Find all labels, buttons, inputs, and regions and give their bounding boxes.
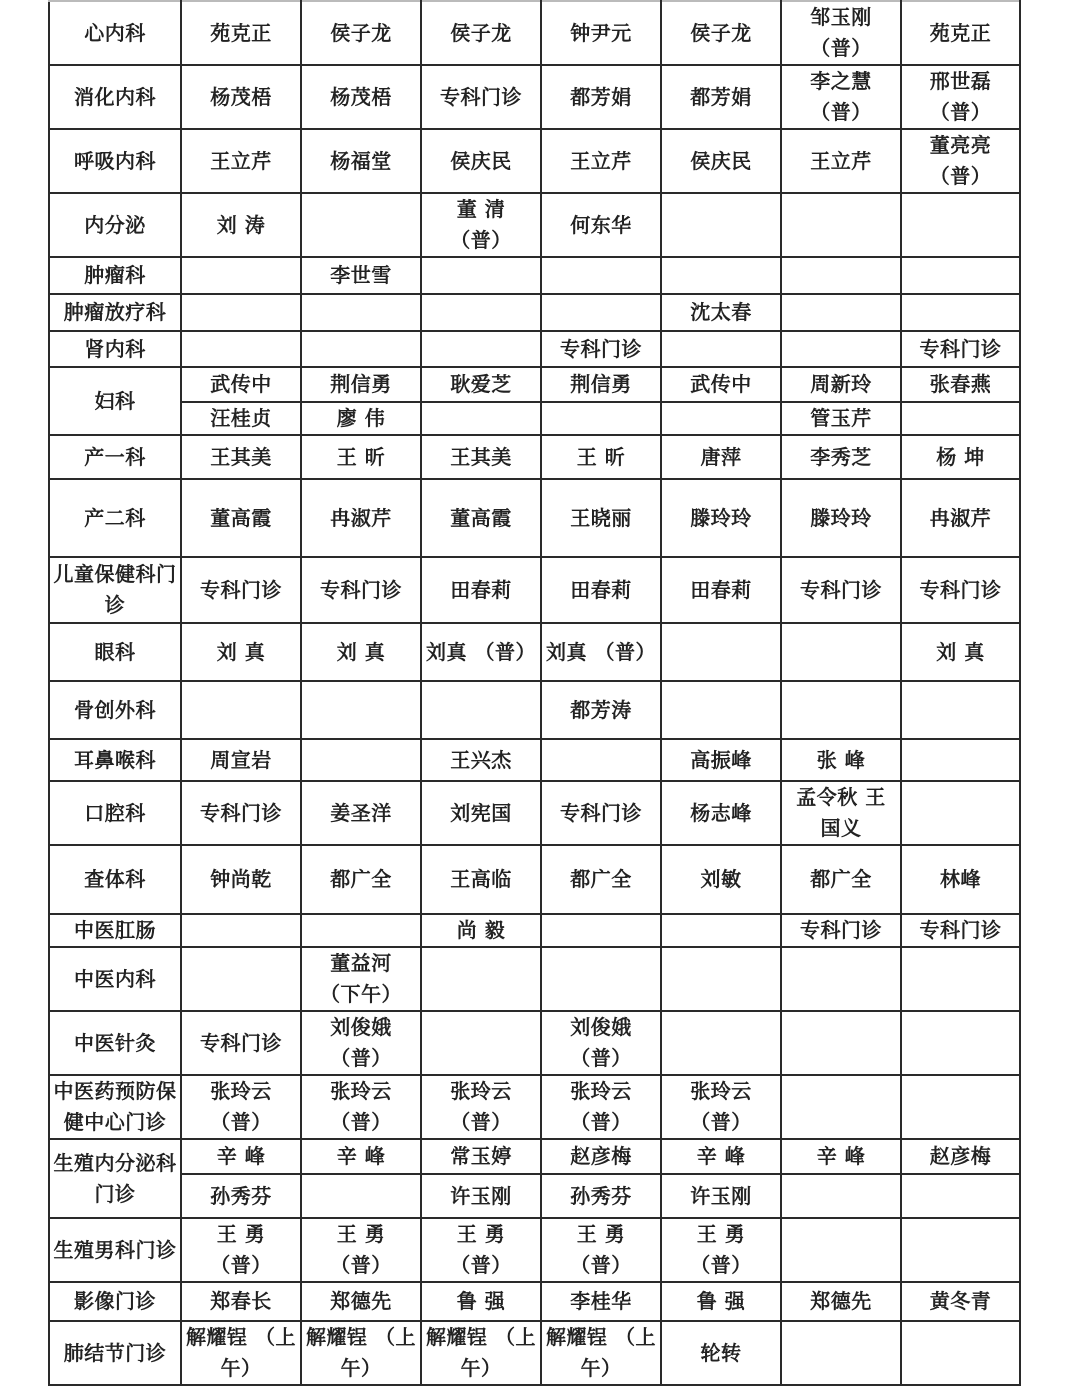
doctor-cell: 王 昕 <box>541 435 661 479</box>
department-name: 肾内科 <box>49 331 181 367</box>
department-name: 肿瘤科 <box>49 257 181 294</box>
doctor-cell: 王晓丽 <box>541 479 661 557</box>
doctor-cell: 杨 坤 <box>901 435 1020 479</box>
doctor-cell: 解耀锃 （上 午） <box>421 1321 541 1385</box>
doctor-cell: 刘 真 <box>181 623 301 681</box>
doctor-cell <box>301 331 421 367</box>
department-name: 心内科 <box>49 1 181 65</box>
doctor-cell: 王 勇 （普） <box>301 1218 421 1282</box>
doctor-cell <box>181 331 301 367</box>
doctor-cell: 钟尚乾 <box>181 845 301 914</box>
doctor-cell <box>901 947 1020 1011</box>
doctor-cell: 田春莉 <box>661 557 781 623</box>
doctor-cell: 林峰 <box>901 845 1020 914</box>
table-row <box>49 845 1020 914</box>
department-name: 肿瘤放疗科 <box>49 294 181 331</box>
doctor-cell: 李秀芝 <box>781 435 901 479</box>
doctor-cell: 郑德先 <box>781 1282 901 1321</box>
doctor-cell <box>541 947 661 1011</box>
doctor-cell: 解耀锃 （上 午） <box>301 1321 421 1385</box>
doctor-cell: 侯子龙 <box>661 1 781 65</box>
doctor-cell <box>901 781 1020 845</box>
doctor-cell <box>301 294 421 331</box>
department-name: 影像门诊 <box>49 1282 181 1321</box>
table-row <box>49 331 1020 367</box>
doctor-cell <box>661 257 781 294</box>
doctor-cell <box>781 1321 901 1385</box>
doctor-cell <box>781 681 901 739</box>
doctor-cell: 侯子龙 <box>301 1 421 65</box>
doctor-cell: 黄冬青 <box>901 1282 1020 1321</box>
doctor-cell: 王其美 <box>181 435 301 479</box>
doctor-cell: 王 勇 （普） <box>421 1218 541 1282</box>
table-row <box>49 1321 1020 1385</box>
doctor-cell: 张春燕 <box>901 367 1020 402</box>
doctor-cell: 专科门诊 <box>421 65 541 129</box>
department-name: 呼吸内科 <box>49 129 181 193</box>
doctor-cell <box>181 914 301 947</box>
doctor-cell <box>781 623 901 681</box>
doctor-cell: 专科门诊 <box>301 557 421 623</box>
doctor-cell: 郑春长 <box>181 1282 301 1321</box>
doctor-cell: 都广全 <box>541 845 661 914</box>
doctor-cell: 董高霞 <box>181 479 301 557</box>
table-row <box>49 1218 1020 1282</box>
doctor-cell: 苑克正 <box>901 1 1020 65</box>
doctor-cell <box>901 402 1020 435</box>
doctor-cell <box>901 193 1020 257</box>
doctor-cell: 刘宪国 <box>421 781 541 845</box>
doctor-cell: 刘 真 <box>301 623 421 681</box>
doctor-cell: 专科门诊 <box>541 331 661 367</box>
table-row <box>49 1174 1020 1218</box>
doctor-cell <box>781 294 901 331</box>
doctor-cell <box>661 193 781 257</box>
department-name: 口腔科 <box>49 781 181 845</box>
department-name: 中医药预防保 健中心门诊 <box>49 1075 181 1139</box>
doctor-cell: 轮转 <box>661 1321 781 1385</box>
doctor-cell: 张 峰 <box>781 739 901 781</box>
doctor-cell <box>421 1011 541 1075</box>
doctor-cell: 张玲云 （普） <box>301 1075 421 1139</box>
table-row <box>49 294 1020 331</box>
doctor-cell: 董亮亮 （普） <box>901 129 1020 193</box>
doctor-cell <box>781 257 901 294</box>
table-row <box>49 65 1020 129</box>
doctor-cell <box>181 947 301 1011</box>
doctor-cell <box>901 1174 1020 1218</box>
department-name: 中医内科 <box>49 947 181 1011</box>
doctor-cell: 苑克正 <box>181 1 301 65</box>
doctor-cell <box>541 294 661 331</box>
doctor-cell <box>661 681 781 739</box>
doctor-cell: 李世雪 <box>301 257 421 294</box>
doctor-cell <box>661 331 781 367</box>
doctor-cell <box>781 1174 901 1218</box>
table-row <box>49 623 1020 681</box>
doctor-cell: 李桂华 <box>541 1282 661 1321</box>
doctor-cell: 刘 真 <box>901 623 1020 681</box>
doctor-cell: 侯庆民 <box>421 129 541 193</box>
doctor-cell: 赵彦梅 <box>901 1139 1020 1174</box>
doctor-cell <box>901 1321 1020 1385</box>
doctor-cell <box>421 947 541 1011</box>
doctor-cell: 鲁 强 <box>661 1282 781 1321</box>
table-row <box>49 1139 1020 1174</box>
doctor-cell <box>181 257 301 294</box>
table-row <box>49 681 1020 739</box>
doctor-cell: 许玉刚 <box>421 1174 541 1218</box>
department-name: 骨创外科 <box>49 681 181 739</box>
doctor-cell: 专科门诊 <box>781 557 901 623</box>
doctor-cell <box>541 257 661 294</box>
doctor-cell: 邢世磊 （普） <box>901 65 1020 129</box>
department-name: 消化内科 <box>49 65 181 129</box>
department-name: 肺结节门诊 <box>49 1321 181 1385</box>
doctor-cell: 专科门诊 <box>181 781 301 845</box>
table-row <box>49 129 1020 193</box>
doctor-cell: 鲁 强 <box>421 1282 541 1321</box>
doctor-cell: 侯庆民 <box>661 129 781 193</box>
table-row <box>49 914 1020 947</box>
doctor-cell: 沈太春 <box>661 294 781 331</box>
table-row <box>49 479 1020 557</box>
doctor-cell: 耿爱芝 <box>421 367 541 402</box>
department-name: 耳鼻喉科 <box>49 739 181 781</box>
doctor-cell: 侯子龙 <box>421 1 541 65</box>
doctor-cell: 专科门诊 <box>901 557 1020 623</box>
doctor-cell: 孙秀芬 <box>181 1174 301 1218</box>
doctor-cell <box>901 1075 1020 1139</box>
doctor-cell <box>901 681 1020 739</box>
doctor-cell: 周宣岩 <box>181 739 301 781</box>
doctor-cell: 专科门诊 <box>541 781 661 845</box>
doctor-cell: 专科门诊 <box>181 557 301 623</box>
table-row <box>49 1075 1020 1139</box>
doctor-cell: 刘真 （普） <box>541 623 661 681</box>
doctor-cell <box>181 294 301 331</box>
doctor-cell: 荆信勇 <box>541 367 661 402</box>
department-name: 中医肛肠 <box>49 914 181 947</box>
doctor-cell: 辛 峰 <box>781 1139 901 1174</box>
doctor-cell: 武传中 <box>181 367 301 402</box>
doctor-cell: 王立芹 <box>781 129 901 193</box>
doctor-cell <box>661 623 781 681</box>
doctor-cell: 辛 峰 <box>661 1139 781 1174</box>
doctor-cell: 田春莉 <box>541 557 661 623</box>
doctor-cell: 廖 伟 <box>301 402 421 435</box>
outpatient-schedule-table <box>48 0 1021 1386</box>
doctor-cell: 管玉芹 <box>781 402 901 435</box>
doctor-cell: 郑德先 <box>301 1282 421 1321</box>
doctor-cell: 专科门诊 <box>181 1011 301 1075</box>
doctor-cell: 刘俊娥 （普） <box>541 1011 661 1075</box>
doctor-cell: 武传中 <box>661 367 781 402</box>
table-row <box>49 193 1020 257</box>
department-name: 儿童保健科门 诊 <box>49 557 181 623</box>
doctor-cell: 王高临 <box>421 845 541 914</box>
doctor-cell: 钟尹元 <box>541 1 661 65</box>
table-row <box>49 402 1020 435</box>
doctor-cell: 王立芹 <box>181 129 301 193</box>
department-name: 内分泌 <box>49 193 181 257</box>
department-name: 产二科 <box>49 479 181 557</box>
doctor-cell: 汪桂贞 <box>181 402 301 435</box>
doctor-cell: 冉淑芹 <box>901 479 1020 557</box>
doctor-cell: 董高霞 <box>421 479 541 557</box>
department-name: 生殖内分泌科 门诊 <box>49 1139 181 1218</box>
doctor-cell: 张玲云 （普） <box>181 1075 301 1139</box>
doctor-cell <box>301 681 421 739</box>
table-row <box>49 947 1020 1011</box>
doctor-cell: 都广全 <box>301 845 421 914</box>
doctor-cell <box>301 1174 421 1218</box>
doctor-cell: 滕玲玲 <box>781 479 901 557</box>
doctor-cell: 尚 毅 <box>421 914 541 947</box>
doctor-cell: 董 清 （普） <box>421 193 541 257</box>
doctor-cell <box>541 914 661 947</box>
doctor-cell: 常玉婷 <box>421 1139 541 1174</box>
department-name: 中医针灸 <box>49 1011 181 1075</box>
doctor-cell: 何东华 <box>541 193 661 257</box>
doctor-cell: 解耀锃 （上 午） <box>181 1321 301 1385</box>
doctor-cell <box>781 1011 901 1075</box>
doctor-cell <box>901 1011 1020 1075</box>
doctor-cell: 杨志峰 <box>661 781 781 845</box>
doctor-cell <box>181 681 301 739</box>
doctor-cell: 都芳娟 <box>661 65 781 129</box>
doctor-cell <box>901 257 1020 294</box>
doctor-cell: 杨茂梧 <box>301 65 421 129</box>
doctor-cell <box>301 739 421 781</box>
doctor-cell <box>301 193 421 257</box>
doctor-cell: 王 勇 （普） <box>181 1218 301 1282</box>
doctor-cell: 李之慧 （普） <box>781 65 901 129</box>
department-name: 产一科 <box>49 435 181 479</box>
doctor-cell <box>661 402 781 435</box>
table-row <box>49 781 1020 845</box>
doctor-cell <box>421 294 541 331</box>
doctor-cell: 王 昕 <box>301 435 421 479</box>
table-row <box>49 1282 1020 1321</box>
doctor-cell: 高振峰 <box>661 739 781 781</box>
table-row <box>49 435 1020 479</box>
doctor-cell: 姜圣洋 <box>301 781 421 845</box>
doctor-cell: 荆信勇 <box>301 367 421 402</box>
doctor-cell <box>781 193 901 257</box>
doctor-cell <box>901 294 1020 331</box>
table-row <box>49 257 1020 294</box>
doctor-cell <box>421 402 541 435</box>
doctor-cell <box>901 739 1020 781</box>
table-row <box>49 367 1020 402</box>
doctor-cell: 田春莉 <box>421 557 541 623</box>
doctor-cell: 专科门诊 <box>781 914 901 947</box>
doctor-cell: 张玲云 （普） <box>661 1075 781 1139</box>
doctor-cell <box>421 681 541 739</box>
doctor-cell: 王 勇 （普） <box>661 1218 781 1282</box>
schedule-body <box>49 1 1020 1385</box>
doctor-cell: 赵彦梅 <box>541 1139 661 1174</box>
doctor-cell: 专科门诊 <box>901 914 1020 947</box>
doctor-cell: 辛 峰 <box>181 1139 301 1174</box>
table-row <box>49 1 1020 65</box>
doctor-cell <box>781 1218 901 1282</box>
doctor-cell <box>781 1075 901 1139</box>
doctor-cell: 邹玉刚 （普） <box>781 1 901 65</box>
doctor-cell: 王立芹 <box>541 129 661 193</box>
doctor-cell: 滕玲玲 <box>661 479 781 557</box>
doctor-cell <box>781 331 901 367</box>
doctor-cell: 都芳涛 <box>541 681 661 739</box>
doctor-cell: 刘敏 <box>661 845 781 914</box>
doctor-cell: 辛 峰 <box>301 1139 421 1174</box>
doctor-cell: 董益河 （下午） <box>301 947 421 1011</box>
table-row <box>49 557 1020 623</box>
department-name: 妇科 <box>49 367 181 435</box>
doctor-cell: 刘 涛 <box>181 193 301 257</box>
doctor-cell: 张玲云 （普） <box>421 1075 541 1139</box>
doctor-cell <box>301 914 421 947</box>
doctor-cell: 杨茂梧 <box>181 65 301 129</box>
doctor-cell: 专科门诊 <box>901 331 1020 367</box>
doctor-cell: 张玲云 （普） <box>541 1075 661 1139</box>
doctor-cell: 都芳娟 <box>541 65 661 129</box>
doctor-cell <box>541 402 661 435</box>
doctor-cell <box>421 331 541 367</box>
doctor-cell: 王兴杰 <box>421 739 541 781</box>
doctor-cell: 冉淑芹 <box>301 479 421 557</box>
doctor-cell: 许玉刚 <box>661 1174 781 1218</box>
doctor-cell <box>661 947 781 1011</box>
doctor-cell: 唐萍 <box>661 435 781 479</box>
doctor-cell <box>661 914 781 947</box>
doctor-cell: 王其美 <box>421 435 541 479</box>
doctor-cell <box>421 257 541 294</box>
department-name: 眼科 <box>49 623 181 681</box>
doctor-cell <box>901 1218 1020 1282</box>
doctor-cell: 周新玲 <box>781 367 901 402</box>
doctor-cell: 杨福堂 <box>301 129 421 193</box>
department-name: 生殖男科门诊 <box>49 1218 181 1282</box>
table-row <box>49 1011 1020 1075</box>
doctor-cell: 解耀锃 （上 午） <box>541 1321 661 1385</box>
doctor-cell: 刘俊娥 （普） <box>301 1011 421 1075</box>
table-row <box>49 739 1020 781</box>
doctor-cell: 孟令秋 王 国义 <box>781 781 901 845</box>
department-name: 查体科 <box>49 845 181 914</box>
doctor-cell <box>661 1011 781 1075</box>
doctor-cell <box>541 739 661 781</box>
doctor-cell: 王 勇 （普） <box>541 1218 661 1282</box>
doctor-cell: 刘真 （普） <box>421 623 541 681</box>
doctor-cell: 都广全 <box>781 845 901 914</box>
doctor-cell <box>781 947 901 1011</box>
doctor-cell: 孙秀芬 <box>541 1174 661 1218</box>
